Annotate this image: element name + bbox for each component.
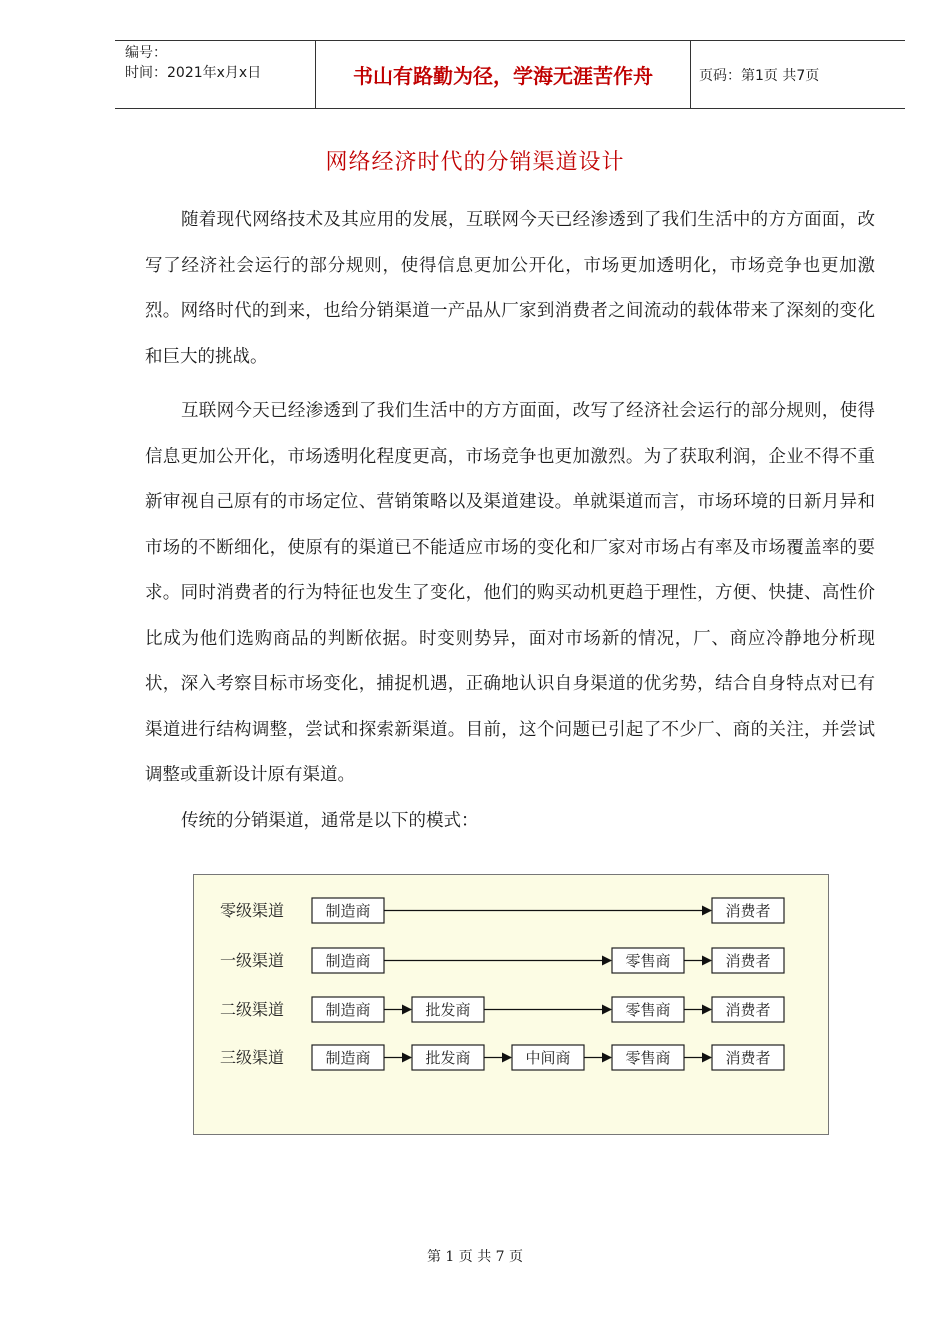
channel-node-label: 批发商 — [425, 1001, 471, 1019]
channel-node-label: 制造商 — [325, 1049, 371, 1067]
header-time-label: 时间：2021年x月x日 — [125, 65, 262, 81]
distribution-channel-diagram — [193, 874, 829, 1135]
channel-node-label: 零售商 — [625, 1049, 671, 1067]
channel-row-label: 三级渠道 — [220, 1048, 285, 1067]
page-footer: 第 1 页 共 7 页 — [426, 1249, 524, 1265]
channel-node-label: 批发商 — [425, 1049, 471, 1067]
channel-node-label: 消费者 — [725, 902, 771, 920]
channel-node-label: 制造商 — [325, 902, 371, 920]
header-motto: 书山有路勤为径，学海无涯苦作舟 — [315, 41, 691, 108]
page-header — [115, 40, 905, 109]
channel-node-label: 消费者 — [725, 1049, 771, 1067]
channel-node-label: 消费者 — [725, 952, 771, 970]
channel-node-label: 制造商 — [325, 952, 371, 970]
channel-node-label: 零售商 — [625, 952, 671, 970]
channel-node-label: 零售商 — [625, 1001, 671, 1019]
header-meta — [115, 41, 315, 108]
channel-diagram-canvas — [194, 875, 828, 1134]
document-title: 网络经济时代的分销渠道设计 — [325, 150, 625, 175]
channel-row-label: 零级渠道 — [220, 901, 285, 920]
channel-node-label: 消费者 — [725, 1001, 771, 1019]
channel-node-label: 制造商 — [325, 1001, 371, 1019]
header-page-info: 页码：第1页 共7页 — [699, 67, 820, 84]
header-code-label: 编号： — [125, 45, 167, 61]
channel-row-label: 一级渠道 — [220, 951, 285, 970]
paragraph: 随着现代网络技术及其应用的发展，互联网今天已经渗透到了我们生活中的方方面面，改写了经济社会运行的部分规则，使得信息更加公开化，市场更加透明化，市场竞争也更加激烈。网络时代的到来，也给分销渠道一产品从厂家到消费者之间流动的载体带来了深刻的变化和巨大的挑战。 — [145, 210, 875, 367]
channel-row-label: 二级渠道 — [220, 1000, 285, 1019]
channel-node-label: 中间商 — [525, 1049, 571, 1067]
paragraph: 互联网今天已经渗透到了我们生活中的方方面面，改写了经济社会运行的部分规则，使得信息更加公开化，市场透明化程度更高，市场竞争也更加激烈。为了获取利润，企业不得不重新审视自己原有的市场定位、营销策略以及渠道建设。单就渠道而言，市场环境的日新月异和市场的不断细化，使原有的渠道已不能适应市场的变化和厂家对市场占有率及市场覆盖率的要求。同时消费者的行为特征也发生了变化，他们的购买动机更趋于理性，方便、快捷、高性价比成为他们选购商品的判断依据。时变则势异，面对市场新的情况，厂、商应冷静地分析现状，深入考察目标市场变化，捕捉机遇，正确地认识自身渠道的优劣势，结合自身特点对已有渠道进行结构调整，尝试和探索新渠道。目前，这个问题已引起了不少厂、商的关注，并尝试调整或重新设计原有渠道。 — [145, 401, 875, 785]
paragraph: 传统的分销渠道，通常是以下的模式： — [181, 811, 479, 831]
